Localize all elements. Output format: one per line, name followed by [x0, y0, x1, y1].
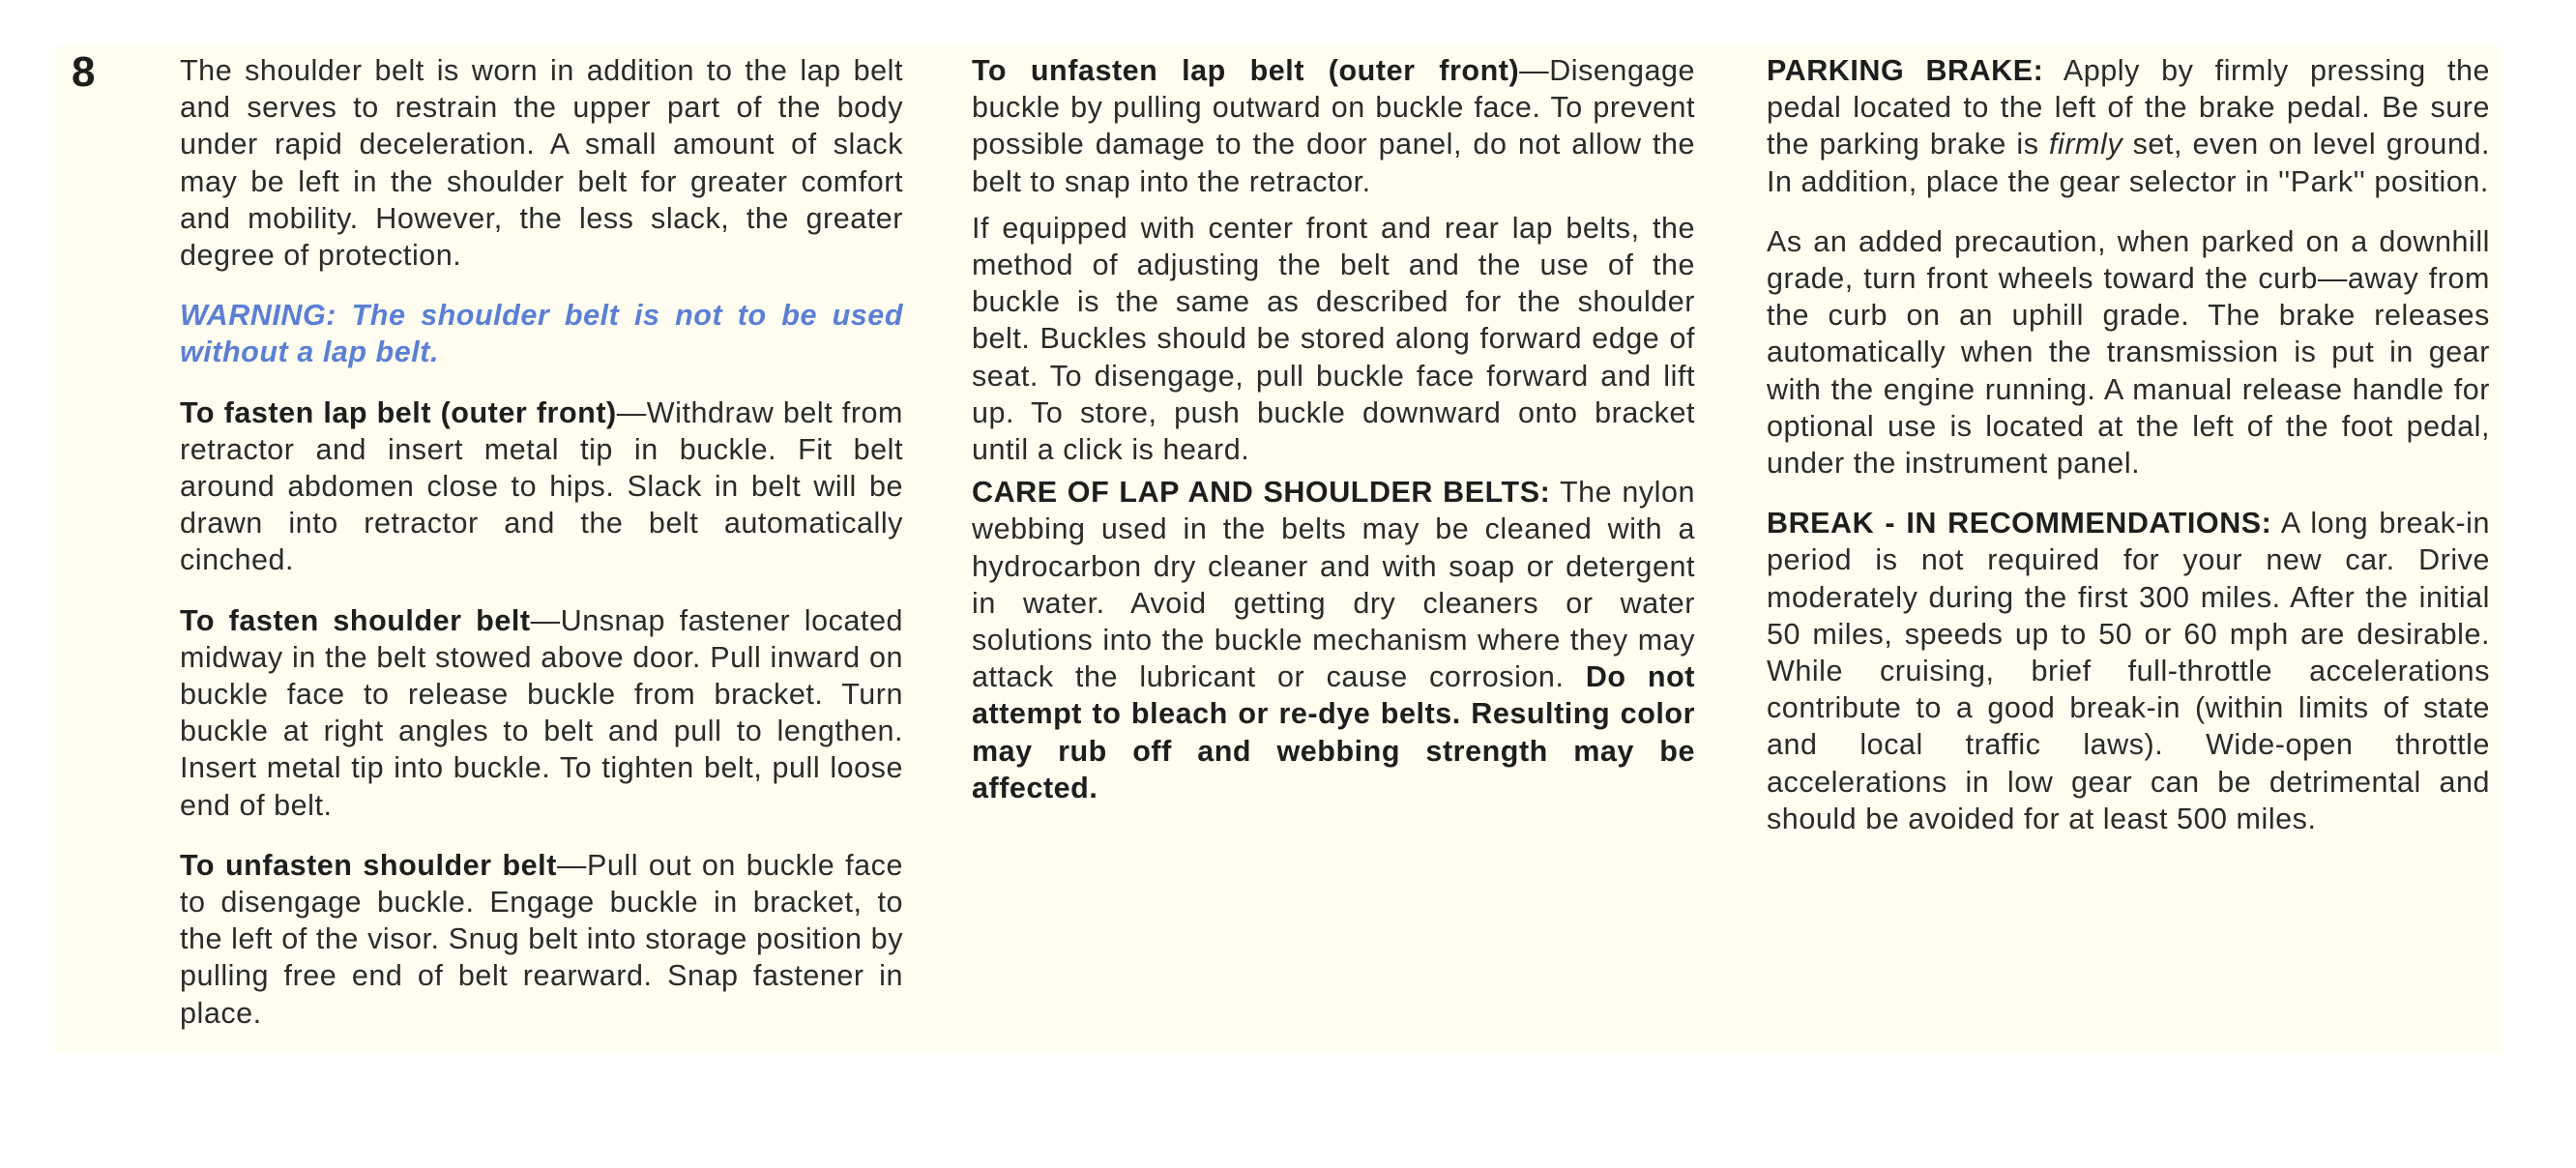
- break-in-heading: BREAK - IN RECOMMENDATIONS:: [1767, 507, 2272, 540]
- care-of-belts-heading: CARE OF LAP AND SHOULDER BELTS:: [972, 476, 1551, 510]
- parking-brake-paragraph: [1767, 52, 2490, 200]
- text-column-3: [1767, 52, 2490, 861]
- center-rear-belts-paragraph: If equipped with center front and rear lap belts, the method of adjusting the belt and the use of the buckle is the same as described for the shoulder belt. Buckles should be stored along forward edge of seat. To disengage, pull buckle face forward and lift up. To store, push buckle downward onto bracket until a click is heard.: [972, 211, 1695, 467]
- warning-text: WARNING: The shoulder belt is not to be used without a lap belt.: [180, 299, 903, 369]
- unfasten-lap-belt-paragraph: [972, 52, 1695, 200]
- unfasten-lap-belt-heading: To unfasten lap belt (outer front): [972, 54, 1520, 87]
- parking-brake-text-a: Apply by firmly pressing the pedal located to the left of the brake pedal. Be sure the parking brake is: [1767, 54, 2490, 161]
- break-in-paragraph: [1767, 505, 2490, 837]
- unfasten-shoulder-belt-paragraph: [180, 847, 903, 1032]
- parking-brake-italic: firmly: [2049, 128, 2123, 161]
- fasten-lap-belt-heading: To fasten lap belt (outer front): [180, 395, 617, 429]
- unfasten-shoulder-belt-heading: To unfasten shoulder belt: [180, 848, 557, 882]
- break-in-text: A long break-in period is not required for your new car. Drive moderately during the first 300 miles. After the initial 50 miles, speeds up to 50 or 60 mph are desirable. While cruising, brief full-throttle accelerations contribute to a good break-in (within limits of state and local traffic laws). Wide-open throttle accelerations in low gear can be detrimental and should be avoided for at least 500 miles.: [1767, 507, 2490, 835]
- text-column-1: [180, 52, 903, 1055]
- precaution-paragraph: As an added precaution, when parked on a downhill grade, turn front wheels toward the curb—away from the curb on an uphill grade. The brake releases automatically when the transmission is put in gear with the engine running. A manual release handle for optional use is located at the left of the foot pedal, under the instrument panel.: [1767, 224, 2490, 481]
- page-number: 8: [72, 48, 96, 96]
- shoulder-belt-intro: The shoulder belt is worn in addition to the lap belt and serves to restrain the upper part of the body under rapid deceleration. A small amount of slack may be left in the shoulder belt for greater comfort and mobility. However, the less slack, the greater degree of protection.: [180, 54, 903, 273]
- parking-brake-heading: PARKING BRAKE:: [1767, 54, 2044, 87]
- fasten-shoulder-belt-heading: To fasten shoulder belt: [180, 603, 531, 637]
- unfasten-shoulder-belt-text: —Pull out on buckle face to disengage buckle. Engage buckle in bracket, to the left of the visor. Snug belt into storage position by pulling free end of belt rearward. Snap fastener in place.: [180, 848, 903, 1030]
- care-of-belts-text: The nylon webbing used in the belts may be cleaned with a hydrocarbon dry cleaner and with soap or detergent in water. Avoid getting dry cleaners or water solutions into the buckle mechanism where they may attack the lubricant or cause corrosion.: [972, 476, 1696, 694]
- fasten-shoulder-belt-paragraph: [180, 602, 903, 824]
- text-column-2: [972, 52, 1695, 830]
- care-of-belts-paragraph: [972, 474, 1695, 806]
- fasten-lap-belt-paragraph: [180, 394, 903, 579]
- fasten-lap-belt-text: —Withdraw belt from retractor and insert metal tip in buckle. Fit belt around abdomen close to hips. Slack in belt will be drawn into retractor and the belt automatically cinched.: [180, 395, 903, 577]
- care-of-belts-emphasis: Do not attempt to bleach or re-dye belts. Resulting color may rub off and webbing strength may be affected.: [972, 660, 1695, 804]
- fasten-shoulder-belt-text: —Unsnap fastener located midway in the belt stowed above door. Pull inward on buckle face to release buckle from bracket. Turn buckle at right angles to belt and pull to lengthen. Insert metal tip into buckle. To tighten belt, pull loose end of belt.: [180, 603, 903, 822]
- unfasten-lap-belt-text: —Disengage buckle by pulling outward on buckle face. To prevent possible damage to the door panel, do not allow the belt to snap into the retractor.: [972, 54, 1695, 198]
- parking-brake-text-b: set, even on level ground. In addition, place the gear selector in ''Park'' position.: [1767, 128, 2490, 198]
